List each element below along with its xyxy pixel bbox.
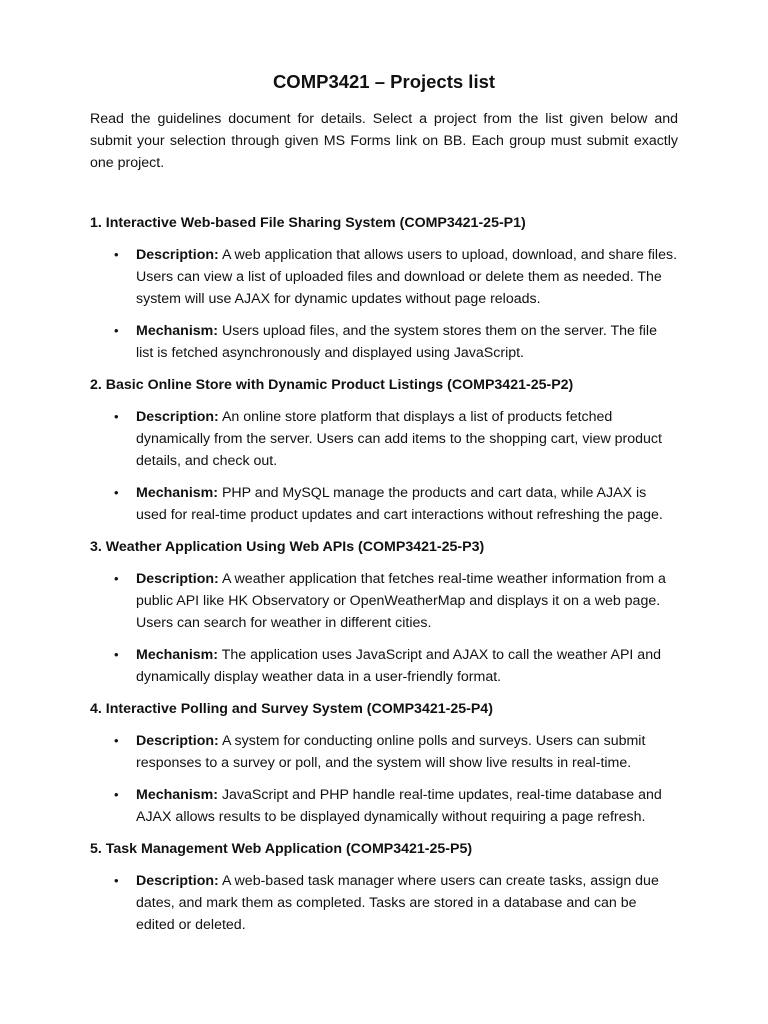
description-label: Description: bbox=[136, 571, 219, 587]
description-item bbox=[90, 870, 678, 936]
description-text: A web-based task manager where users can create tasks, assign due dates, and mark them as completed. Tasks are stored in a database and can be edited or deleted. bbox=[136, 873, 659, 933]
description-label: Description: bbox=[136, 247, 219, 263]
page-title: COMP3421 – Projects list bbox=[272, 71, 496, 92]
mechanism-item bbox=[90, 644, 678, 688]
mechanism-label: Mechanism: bbox=[136, 323, 218, 339]
bullet-icon: • bbox=[114, 733, 119, 748]
description-item bbox=[90, 406, 678, 472]
project-bullets bbox=[90, 244, 678, 364]
project-5 bbox=[90, 838, 678, 936]
bullet-icon: • bbox=[114, 323, 119, 338]
project-heading: 3. Weather Application Using Web APIs (COMP3421-25-P3) bbox=[90, 539, 485, 555]
intro-paragraph: Read the guidelines document for details. Select a project from the list given below and submit your selection through given MS Forms link on BB. Each group must submit exactly one project. bbox=[90, 111, 678, 171]
bullet-icon: • bbox=[114, 409, 119, 424]
description-item bbox=[90, 730, 678, 774]
mechanism-label: Mechanism: bbox=[136, 787, 218, 803]
project-4 bbox=[90, 698, 678, 828]
project-heading: 5. Task Management Web Application (COMP3421-25-P5) bbox=[90, 841, 473, 857]
project-bullets bbox=[90, 406, 678, 526]
mechanism-item bbox=[90, 320, 678, 364]
description-item bbox=[90, 244, 678, 310]
mechanism-label: Mechanism: bbox=[136, 647, 218, 663]
description-text: A weather application that fetches real-time weather information from a public API like HK Observatory or OpenWeatherMap and displays it on a web page. Users can search for weather in different cities. bbox=[136, 571, 666, 631]
mechanism-text: JavaScript and PHP handle real-time updates, real-time database and AJAX allows results to be displayed dynamically without requiring a page refresh. bbox=[136, 787, 662, 825]
project-heading: 4. Interactive Polling and Survey System (COMP3421-25-P4) bbox=[90, 701, 493, 717]
bullet-icon: • bbox=[114, 873, 119, 888]
bullet-icon: • bbox=[114, 647, 119, 662]
bullet-icon: • bbox=[114, 247, 119, 262]
bullet-icon: • bbox=[114, 485, 119, 500]
mechanism-item bbox=[90, 784, 678, 828]
project-bullets bbox=[90, 870, 678, 936]
project-heading: 2. Basic Online Store with Dynamic Product Listings (COMP3421-25-P2) bbox=[90, 377, 574, 393]
bullet-icon: • bbox=[114, 571, 119, 586]
project-1 bbox=[90, 212, 678, 364]
mechanism-item bbox=[90, 482, 678, 526]
project-bullets bbox=[90, 730, 678, 828]
project-2 bbox=[90, 374, 678, 526]
project-heading: 1. Interactive Web-based File Sharing System (COMP3421-25-P1) bbox=[90, 215, 526, 231]
description-text: A system for conducting online polls and surveys. Users can submit responses to a survey or poll, and the system will show live results in real-time. bbox=[136, 733, 646, 771]
project-3 bbox=[90, 536, 678, 688]
bullet-icon: • bbox=[114, 787, 119, 802]
description-item bbox=[90, 568, 678, 634]
description-text: An online store platform that displays a list of products fetched dynamically from the server. Users can add items to the shopping cart, view product details, and check out. bbox=[136, 409, 662, 469]
description-label: Description: bbox=[136, 733, 219, 749]
mechanism-text: PHP and MySQL manage the products and cart data, while AJAX is used for real-time product updates and cart interactions without refreshing the page. bbox=[136, 485, 663, 523]
description-label: Description: bbox=[136, 873, 219, 889]
description-text: A web application that allows users to upload, download, and share files. Users can view a list of uploaded files and download or delete them as needed. The system will use AJAX for dynamic updates without page reloads. bbox=[136, 247, 678, 307]
project-bullets bbox=[90, 568, 678, 688]
mechanism-text: The application uses JavaScript and AJAX to call the weather API and dynamically display weather data in a user-friendly format. bbox=[136, 647, 661, 685]
mechanism-label: Mechanism: bbox=[136, 485, 218, 501]
description-label: Description: bbox=[136, 409, 219, 425]
mechanism-text: Users upload files, and the system stores them on the server. The file list is fetched asynchronously and displayed using JavaScript. bbox=[136, 323, 657, 361]
